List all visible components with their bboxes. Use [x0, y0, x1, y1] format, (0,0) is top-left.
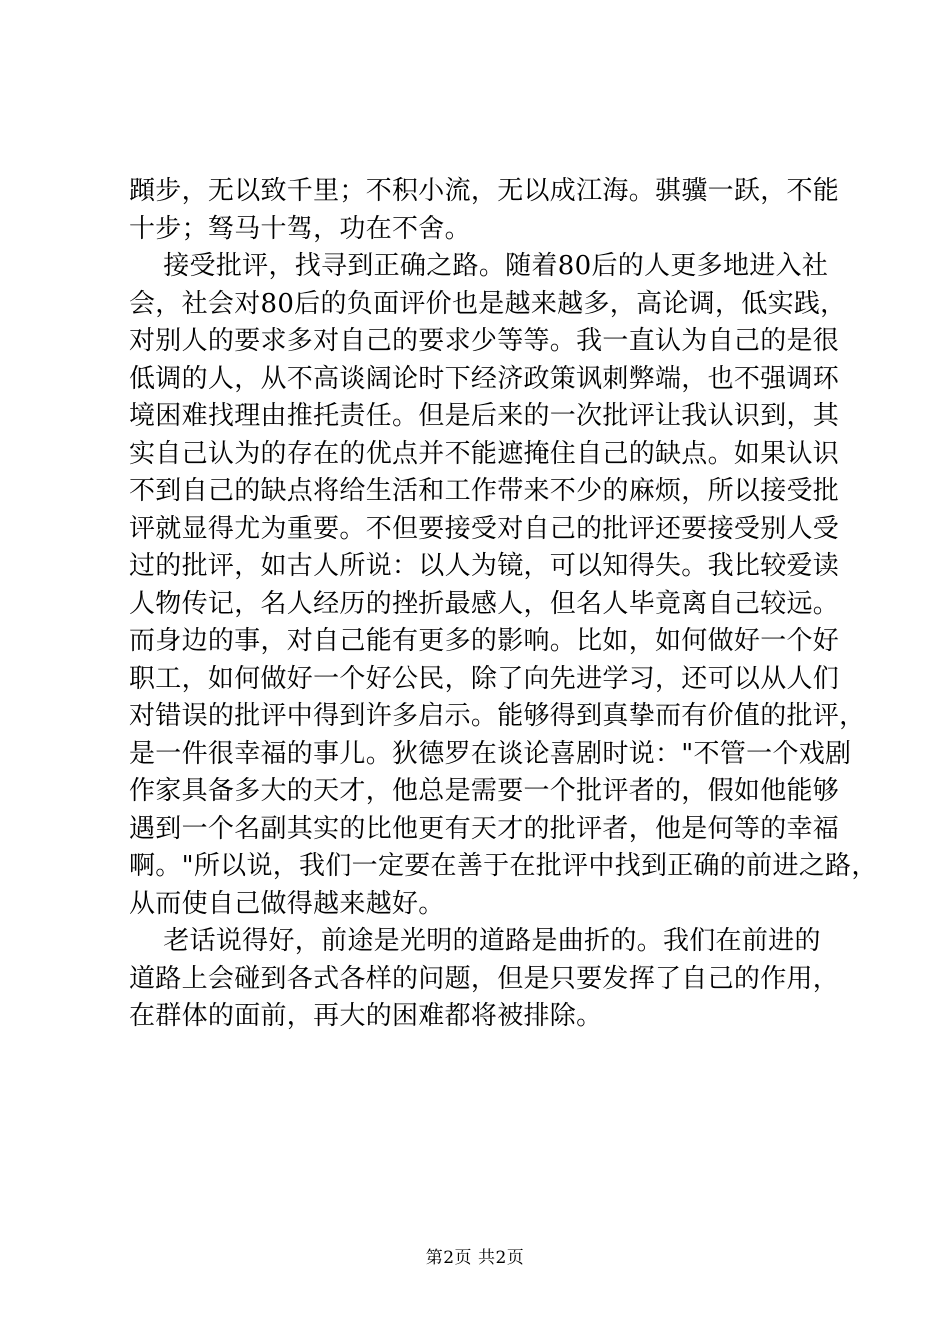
text-line: 境困难找理由推托责任。但是后来的一次批评让我认识到，其 — [129, 401, 840, 431]
text-line: 过的批评，如古人所说：以人为镜，可以知得失。我比较爱读 — [129, 551, 840, 581]
text-line: 从而使自己做得越来越好。 — [129, 888, 445, 919]
text-line: 十步；驽马十驾，功在不舍。 — [129, 213, 471, 244]
text-line: 遇到一个名副其实的比他更有天才的批评者，他是何等的幸福 — [129, 813, 840, 844]
text-line: 对别人的要求多对自己的要求少等等。我一直认为自己的是很 — [129, 326, 840, 356]
text-line: 职工，如何做好一个好公民，除了向先进学习，还可以从人们 — [129, 663, 840, 694]
text-line: 评就显得尤为重要。不但要接受对自己的批评还要接受别人受 — [129, 513, 840, 544]
text-line: 老话说得好，前途是光明的道路是曲折的。我们在前进的 — [129, 926, 821, 956]
text-line: 接受批评，找寻到正确之路。随着80后的人更多地进入社 — [129, 251, 829, 281]
text-line: 蹞步，无以致千里；不积小流，无以成江海。骐骥一跃，不能 — [129, 176, 840, 206]
text-line: 而身边的事，对自己能有更多的影响。比如，如何做好一个好 — [129, 626, 840, 656]
text-line: 不到自己的缺点将给生活和工作带来不少的麻烦，所以接受批 — [129, 476, 840, 506]
text-line: 对错误的批评中得到许多启示。能够得到真挚而有价值的批评， — [129, 701, 866, 731]
text-line: 低调的人，从不高谈阔论时下经济政策讽刺弊端，也不强调环 — [129, 363, 840, 394]
text-line: 是一件很幸福的事儿。狄德罗在谈论喜剧时说："不管一个戏剧 — [129, 738, 852, 769]
text-line: 人物传记，名人经历的挫折最感人，但名人毕竟离自己较远。 — [129, 588, 840, 619]
body-text — [129, 173, 878, 1036]
text-line: 会，社会对80后的负面评价也是越来越多，高论调，低实践， — [129, 288, 847, 319]
text-line: 道路上会碰到各式各样的问题，但是只要发挥了自己的作用， — [129, 963, 840, 994]
text-line: 在群体的面前，再大的困难都将被排除。 — [129, 1001, 603, 1031]
page-number-footer: 第2页 共2页 — [425, 1248, 525, 1268]
text-line: 实自己认为的存在的优点并不能遮掩住自己的缺点。如果认识 — [129, 438, 840, 469]
text-line: 啊。"所以说，我们一定要在善于在批评中找到正确的前进之路， — [129, 851, 878, 881]
text-line: 作家具备多大的天才，他总是需要一个批评者的，假如他能够 — [129, 776, 840, 806]
